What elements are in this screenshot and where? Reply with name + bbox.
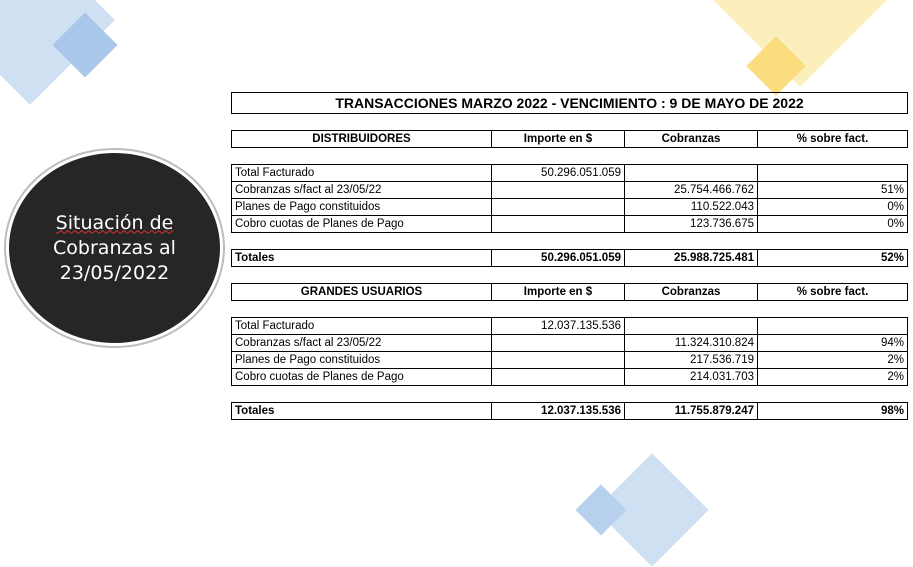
totals-row: Totales 50.296.051.059 25.988.725.481 52% — [232, 250, 908, 267]
table-row: Cobro cuotas de Planes de Pago 214.031.703 2% — [232, 369, 908, 386]
table-title: TRANSACCIONES MARZO 2022 - VENCIMIENTO : 9 DE MAYO DE 2022 — [232, 93, 908, 114]
table-row: Total Facturado 12.037.135.536 — [232, 318, 908, 335]
column-header: Importe en $ — [492, 131, 625, 148]
distribuidores-header-row — [232, 131, 908, 148]
column-header: Importe en $ — [492, 284, 625, 301]
table-row: Planes de Pago constituidos 110.522.043 0% — [232, 199, 908, 216]
title-circle — [6, 150, 223, 346]
column-header: % sobre fact. — [758, 284, 908, 301]
transactions-table — [231, 92, 908, 420]
column-header: Cobranzas — [625, 284, 758, 301]
totals-row: Totales 12.037.135.536 11.755.879.247 98% — [232, 403, 908, 420]
yellow-diamond-large — [708, 0, 892, 87]
table-row: Cobro cuotas de Planes de Pago 123.736.675 0% — [232, 216, 908, 233]
column-header: % sobre fact. — [758, 131, 908, 148]
grandes-usuarios-header-row — [232, 284, 908, 301]
column-header: DISTRIBUIDORES — [232, 131, 492, 148]
circle-title: Situación de Cobranzas al 23/05/2022 — [53, 211, 176, 284]
table-row: Planes de Pago constituidos 217.536.719 2% — [232, 352, 908, 369]
table-row: Total Facturado 50.296.051.059 — [232, 165, 908, 182]
table-row: Cobranzas s/fact al 23/05/22 11.324.310.824 94% — [232, 335, 908, 352]
table-row: Cobranzas s/fact al 23/05/22 25.754.466.762 51% — [232, 182, 908, 199]
column-header: Cobranzas — [625, 131, 758, 148]
column-header: GRANDES USUARIOS — [232, 284, 492, 301]
